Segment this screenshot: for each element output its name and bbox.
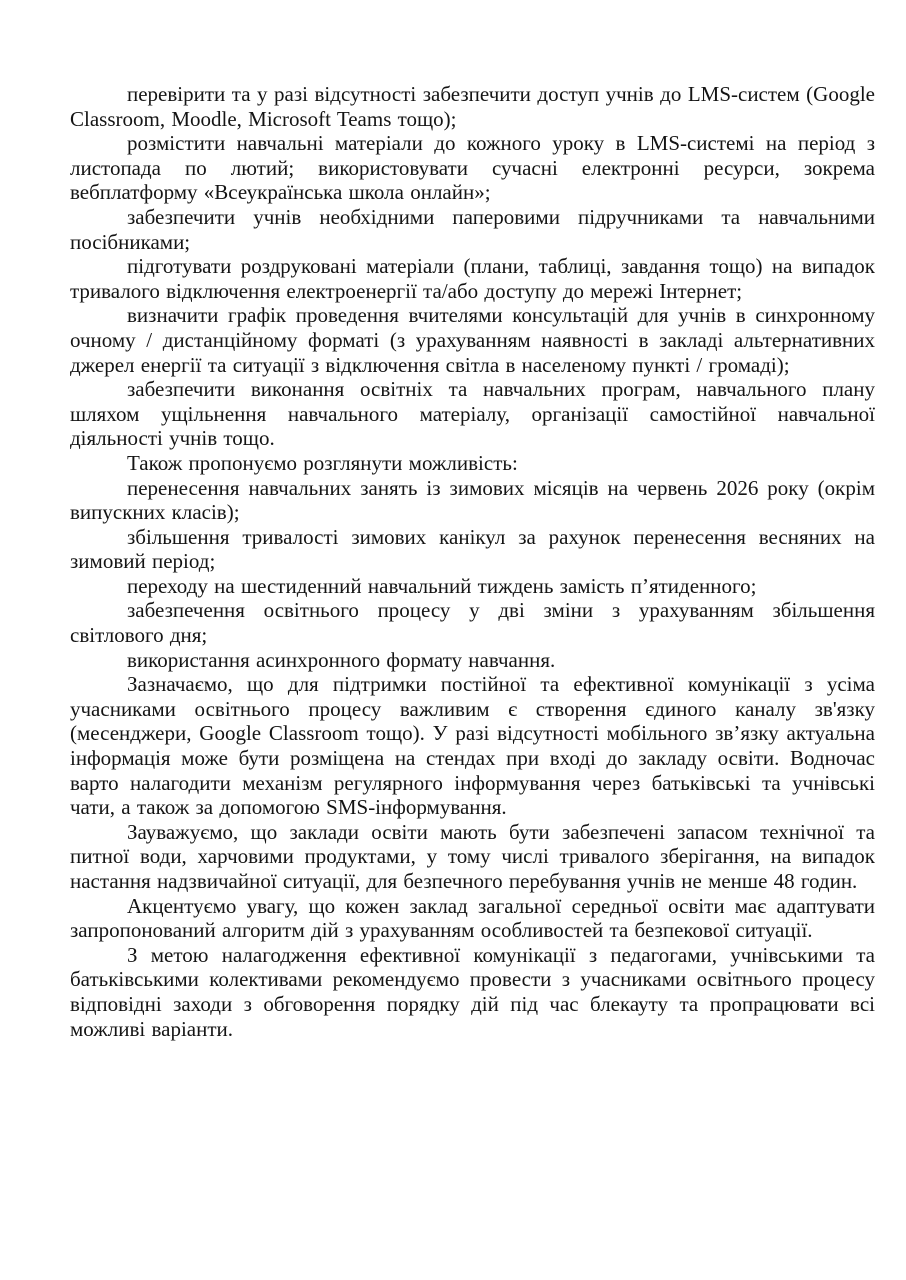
paragraph: перенесення навчальних занять із зимових місяців на червень 2026 року (окрім випускних класів); [70, 475, 875, 525]
paragraph: перевірити та у разі відсутності забезпечити доступ учнів до LMS-систем (Google Classroom, Moodle, Microsoft Teams тощо); [70, 82, 875, 131]
paragraph: Акцентуємо увагу, що кожен заклад загальної середньої освіти має адаптувати запропонований алгоритм дій з урахуванням особливостей та безпекової ситуації. [70, 893, 875, 943]
paragraph: збільшення тривалості зимових канікул за рахунок перенесення весняних на зимовий період; [70, 524, 875, 574]
paragraph: забезпечення освітнього процесу у дві зміни з урахуванням збільшення світлового дня; [70, 598, 875, 648]
paragraph: визначити графік проведення вчителями консультацій для учнів в синхронному очному / дистанційному форматі (з урахуванням наявності в закладі альтернативних джерел енергії та ситуації з відключення світла в населеному пункті / громаді); [70, 303, 875, 377]
paragraph: підготувати роздруковані матеріали (плани, таблиці, завдання тощо) на випадок тривалого відключення електроенергії та/або доступу до мережі Інтернет; [70, 254, 875, 303]
paragraph: З метою налагодження ефективної комунікації з педагогами, учнівськими та батьківськими колективами рекомендуємо провести з учасниками освітнього процесу відповідні заходи з обговорення порядку дій під час блекауту та пропрацювати всі можливі варіанти. [70, 942, 875, 1041]
paragraph: Зауважуємо, що заклади освіти мають бути забезпечені запасом технічної та питної води, харчовими продуктами, у тому числі тривалого зберігання, на випадок настання надзвичайної ситуації, для безпечного перебування учнів не менше 48 годин. [70, 819, 875, 893]
paragraph: Зазначаємо, що для підтримки постійної та ефективної комунікації з усіма учасниками освітнього процесу важливим є створення єдиного каналу зв'язку (месенджери, Google Classroom тощо). У разі відсутності мобільного зв’язку актуальна інформація може бути розміщена на стендах при вході до закладу освіти. Водночас варто налагодити механізм регулярного інформування через батьківські та учнівські чати, а також за допомогою SMS-інформування. [70, 672, 875, 820]
paragraph: використання асинхронного формату навчання. [127, 647, 556, 672]
document-body-text [70, 82, 875, 1041]
paragraph: забезпечити виконання освітніх та навчальних програм, навчального плану шляхом ущільнення навчального матеріалу, організації самостійної навчальної діяльності учнів тощо. [70, 377, 875, 451]
paragraph: розмістити навчальні матеріали до кожного уроку в LMS-системі на період з листопада по лютий; використовувати сучасні електронні ресурси, зокрема вебплатформу «Всеукраїнська школа онлайн»; [70, 131, 875, 205]
paragraph: переходу на шестиденний навчальний тиждень замість п’ятиденного; [127, 573, 757, 598]
paragraph: Також пропонуємо розглянути можливість: [127, 450, 518, 475]
paragraph: забезпечити учнів необхідними паперовими підручниками та навчальними посібниками; [70, 204, 875, 254]
